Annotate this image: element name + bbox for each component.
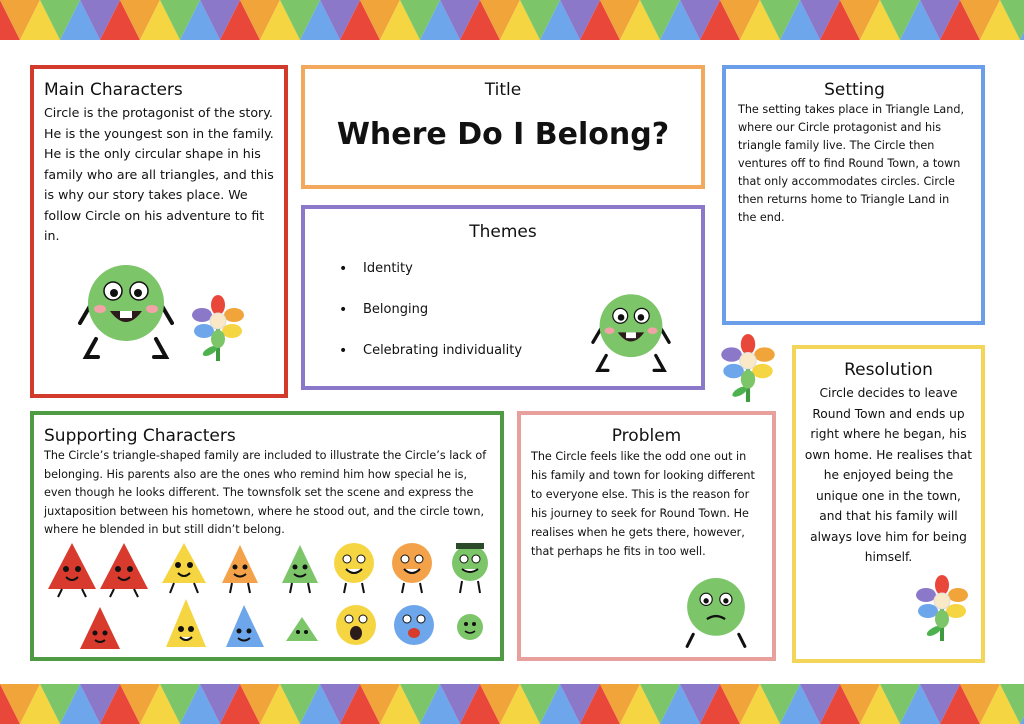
title-panel: [301, 65, 705, 189]
triangle-character-icon: [48, 543, 96, 597]
circle-character-icon: [78, 261, 174, 365]
triangle-character-icon: [166, 599, 206, 647]
circle-townsfolk-icon: [392, 543, 432, 593]
title-label: Title: [484, 80, 522, 100]
themes-panel: [301, 205, 705, 390]
setting-text: The setting takes place in Triangle Land, where our Circle protagonist and his triangle family live. The Circle then ventures off to find Round Town, a town that only accommodates circles. Circle then returns home to Triangle Land in the end.: [738, 103, 965, 224]
main-characters-panel: [30, 65, 288, 398]
circle-townsfolk-icon: [334, 543, 374, 593]
sad-circle-character-icon: [679, 575, 753, 651]
top-triangle-border: [0, 0, 1024, 40]
setting-panel: [722, 65, 985, 325]
theme-item: • Celebrating individuality: [339, 341, 522, 361]
townsfolk-group: [42, 537, 498, 655]
theme-item: • Identity: [339, 259, 522, 279]
book-title: Where Do I Belong?: [336, 117, 670, 152]
triangle-character-icon: [286, 617, 318, 641]
triangle-character-icon: [226, 605, 264, 647]
triangle-character-icon: [282, 545, 318, 593]
triangle-character-icon: [222, 545, 258, 593]
triangle-character-icon: [162, 543, 206, 593]
flower-icon: [719, 334, 777, 404]
supporting-characters-text: The Circle’s triangle-shaped family are included to illustrate the Circle’s lack of belonging. His parents also are the ones who remind him how special he is, even though he looks different. The townsfolk set the scene and express the juxtaposition between his hometown, where he stood out, and the circle town, where he blended in but still didn’t belong.: [44, 449, 487, 536]
themes-list: [339, 259, 522, 382]
themes-title: Themes: [469, 222, 537, 242]
resolution-title: Resolution: [844, 360, 933, 380]
supporting-characters-panel: [30, 411, 504, 661]
flower-icon: [914, 575, 970, 643]
triangle-character-icon: [100, 543, 148, 597]
circle-townsfolk-icon: [452, 543, 488, 593]
resolution-panel: [792, 345, 985, 663]
problem-title: Problem: [611, 426, 682, 446]
circle-character-icon: [591, 291, 671, 377]
problem-panel: [517, 411, 776, 661]
supporting-characters-title: Supporting Characters: [44, 426, 236, 446]
flower-icon: [190, 295, 246, 363]
theme-item: • Belonging: [339, 300, 522, 320]
bottom-triangle-border: [0, 684, 1024, 724]
main-characters-text: Circle is the protagonist of the story. He is the youngest son in the family. He is the only circular shape in his family who are all triangles, and this is why our story takes place. We follow Circle on his adventure to fit in.: [44, 105, 274, 243]
circle-townsfolk-icon: [457, 614, 483, 640]
setting-title: Setting: [824, 80, 885, 100]
problem-text: The Circle feels like the odd one out in his family and town for looking different to everyone else. This is the reason for his journey to seek for Round Town. He realises when he gets there, however, that perhaps he fits in too well.: [531, 450, 755, 558]
resolution-text: Circle decides to leave Round Town and ends up right where he began, his own home. He realises that he enjoyed being the unique one in the town, and that his family will always love him for being himself.: [804, 386, 973, 564]
triangle-character-icon: [80, 607, 120, 649]
circle-townsfolk-icon: [394, 605, 434, 645]
circle-townsfolk-icon: [336, 605, 376, 645]
main-characters-title: Main Characters: [44, 80, 183, 100]
